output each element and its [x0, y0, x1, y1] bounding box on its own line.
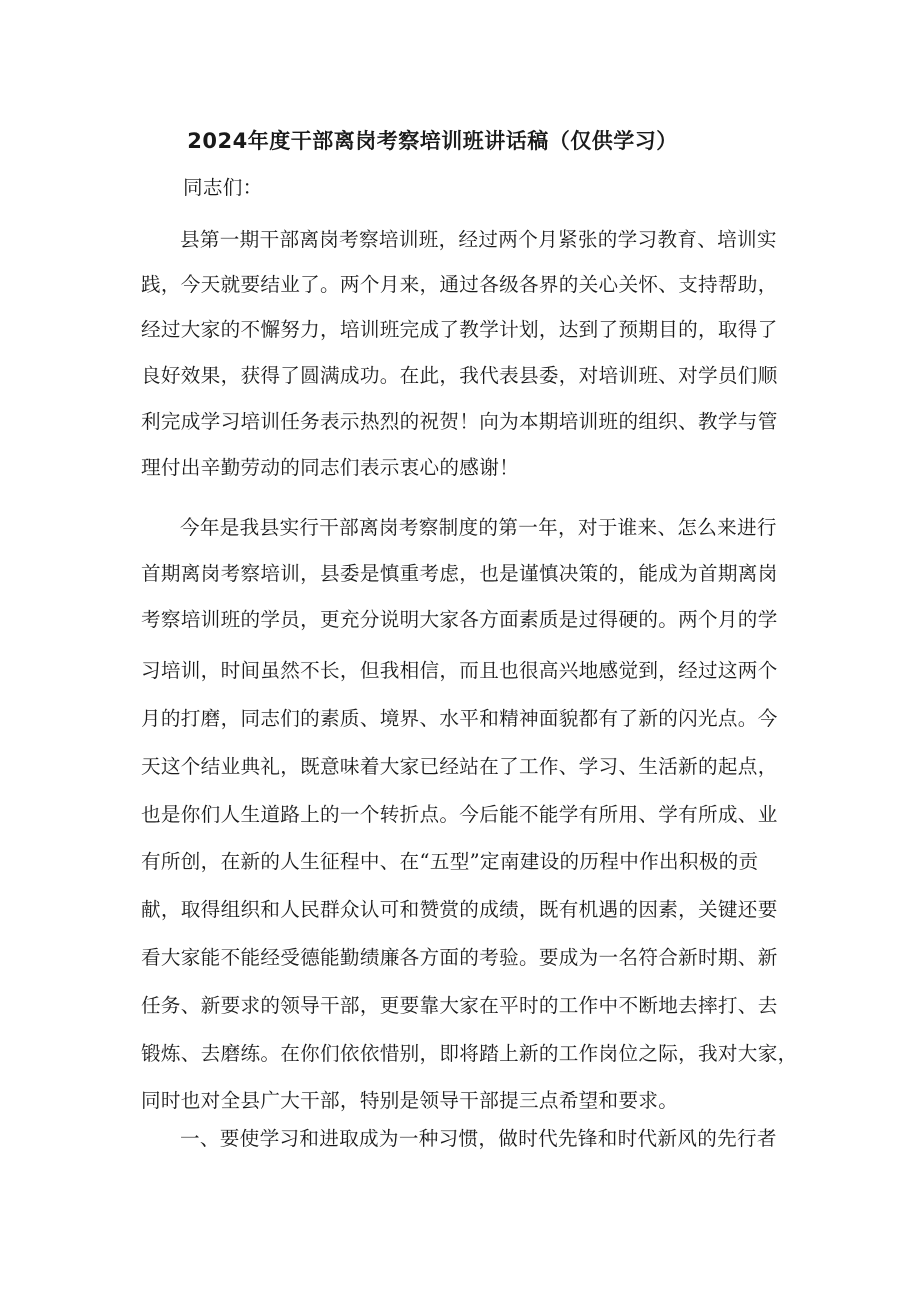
paragraph-2-line: 看大家能不能经受德能勤绩廉各方面的考验。要成为一名符合新时期、新 — [141, 946, 778, 969]
paragraph-2-line: 考察培训班的学员，更充分说明大家各方面素质是过得硬的。两个月的学 — [141, 608, 778, 631]
paragraph-2-line: 也是你们人生道路上的一个转折点。今后能不能学有所用、学有所成、业 — [141, 803, 778, 826]
paragraph-2-line: 有所创，在新的人生征程中、在“五型”定南建设的历程中作出积极的贡 — [141, 850, 759, 873]
paragraph-2-line: 任务、新要求的领导干部，更要靠大家在平时的工作中不断地去摔打、去 — [141, 994, 778, 1017]
paragraph-1-line: 理付出辛勤劳动的同志们表示衷心的感谢！ — [141, 456, 519, 479]
section-heading: 一、要使学习和进取成为一种习惯，做时代先锋和时代新风的先行者 — [180, 1127, 777, 1150]
document-title: 2024年度干部离岗考察培训班讲话稿（仅供学习） — [187, 129, 678, 153]
paragraph-2-line: 锻炼、去磨练。在你们依依惜别，即将踏上新的工作岗位之际，我对大家， — [141, 1042, 798, 1065]
paragraph-1-line: 践，今天就要结业了。两个月来，通过各级各界的关心关怀、支持帮助， — [141, 273, 778, 296]
paragraph-1-line: 经过大家的不懈努力，培训班完成了教学计划，达到了预期目的，取得了 — [141, 318, 778, 341]
paragraph-2-line: 同时也对全县广大干部，特别是领导干部提三点希望和要求。 — [141, 1089, 679, 1112]
greeting: 同志们： — [183, 176, 263, 199]
paragraph-1-line: 利完成学习培训任务表示热烈的祝贺！向为本期培训班的组织、教学与管 — [141, 410, 778, 433]
paragraph-2-line: 首期离岗考察培训，县委是慎重考虑，也是谨慎决策的，能成为首期离岗 — [141, 562, 778, 585]
paragraph-2-line: 习培训，时间虽然不长，但我相信，而且也很高兴地感觉到，经过这两个 — [141, 659, 778, 682]
paragraph-2-line: 献，取得组织和人民群众认可和赞赏的成绩，既有机遇的因素，关键还要 — [141, 898, 778, 921]
paragraph-1-line: 县第一期干部离岗考察培训班，经过两个月紧张的学习教育、培训实 — [180, 228, 777, 251]
paragraph-1-line: 良好效果，获得了圆满成功。在此，我代表县委，对培训班、对学员们顺 — [141, 364, 778, 387]
paragraph-2-line: 月的打磨，同志们的素质、境界、水平和精神面貌都有了新的闪光点。今 — [141, 707, 778, 730]
paragraph-2-line: 今年是我县实行干部离岗考察制度的第一年，对于谁来、怎么来进行 — [180, 516, 777, 539]
paragraph-2-line: 天这个结业典礼，既意味着大家已经站在了工作、学习、生活新的起点， — [141, 755, 778, 778]
